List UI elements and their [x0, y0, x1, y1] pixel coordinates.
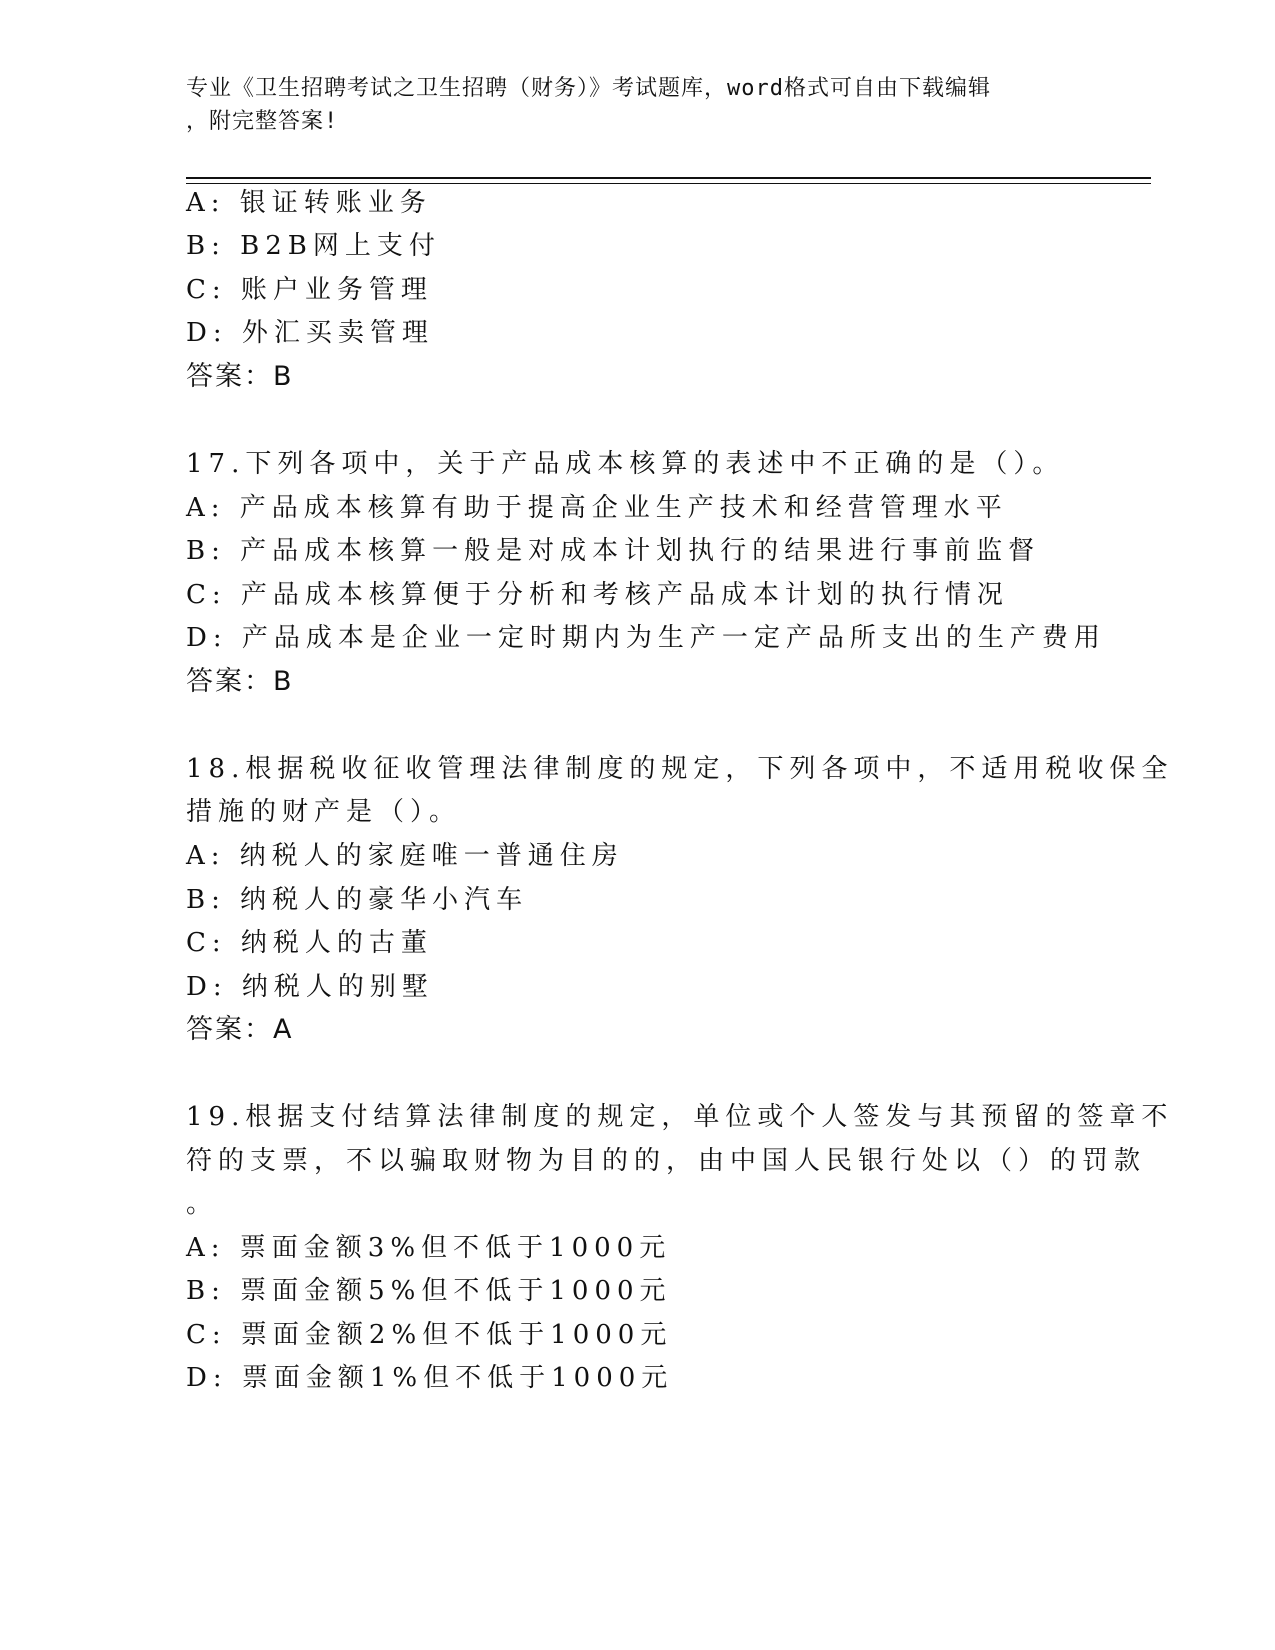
- q17-stem: 17.下列各项中，关于产品成本核算的表述中不正确的是（）。: [186, 449, 1065, 479]
- q19-option-b: B: 票面金额5%但不低于1000元: [186, 1276, 672, 1306]
- q16-option-a: A: 银证转账业务: [186, 188, 432, 218]
- q16-option-d: D: 外汇买卖管理: [186, 318, 434, 348]
- q18-stem-line-1: 18.根据税收征收管理法律制度的规定，下列各项中，不适用税收保全: [186, 754, 1174, 784]
- q16-answer: 答案：B: [186, 361, 294, 392]
- q19-stem-line-1: 19.根据支付结算法律制度的规定，单位或个人签发与其预留的签章不: [186, 1102, 1174, 1132]
- header-divider: [186, 177, 1151, 179]
- q19-stem-line-2: 符的支票，不以骗取财物为目的的，由中国人民银行处以（）的罚款: [186, 1146, 1147, 1176]
- q17-option-b: B: 产品成本核算一般是对成本计划执行的结果进行事前监督: [186, 536, 1041, 566]
- q19-option-c: C: 票面金额2%但不低于1000元: [186, 1320, 673, 1350]
- q17-option-d: D: 产品成本是企业一定时期内为生产一定产品所支出的生产费用: [186, 623, 1106, 653]
- q18-option-b: B: 纳税人的豪华小汽车: [186, 885, 529, 915]
- q18-option-a: A: 纳税人的家庭唯一普通住房: [186, 841, 624, 871]
- q18-answer: 答案：A: [186, 1014, 294, 1045]
- q18-option-c: C: 纳税人的古董: [186, 928, 433, 958]
- q18-stem-line-2: 措施的财产是（）。: [186, 797, 462, 827]
- header-line-2: ，附完整答案!: [186, 109, 339, 134]
- document-header: [186, 72, 1066, 138]
- header-divider-thin: [186, 183, 1151, 184]
- q16-option-c: C: 账户业务管理: [186, 275, 433, 305]
- q18-option-d: D: 纳税人的别墅: [186, 972, 434, 1002]
- q16-option-b: B: B2B网上支付: [186, 231, 441, 261]
- q19-option-a: A: 票面金额3%但不低于1000元: [186, 1233, 672, 1263]
- header-line-1: 专业《卫生招聘考试之卫生招聘（财务）》考试题库，word格式可自由下载编辑: [186, 76, 991, 101]
- q17-option-c: C: 产品成本核算便于分析和考核产品成本计划的执行情况: [186, 580, 1009, 610]
- q19-option-d: D: 票面金额1%但不低于1000元: [186, 1363, 674, 1393]
- q17-option-a: A: 产品成本核算有助于提高企业生产技术和经营管理水平: [186, 493, 1008, 523]
- q17-answer: 答案：B: [186, 666, 294, 697]
- q19-stem-line-3: 。: [186, 1189, 219, 1219]
